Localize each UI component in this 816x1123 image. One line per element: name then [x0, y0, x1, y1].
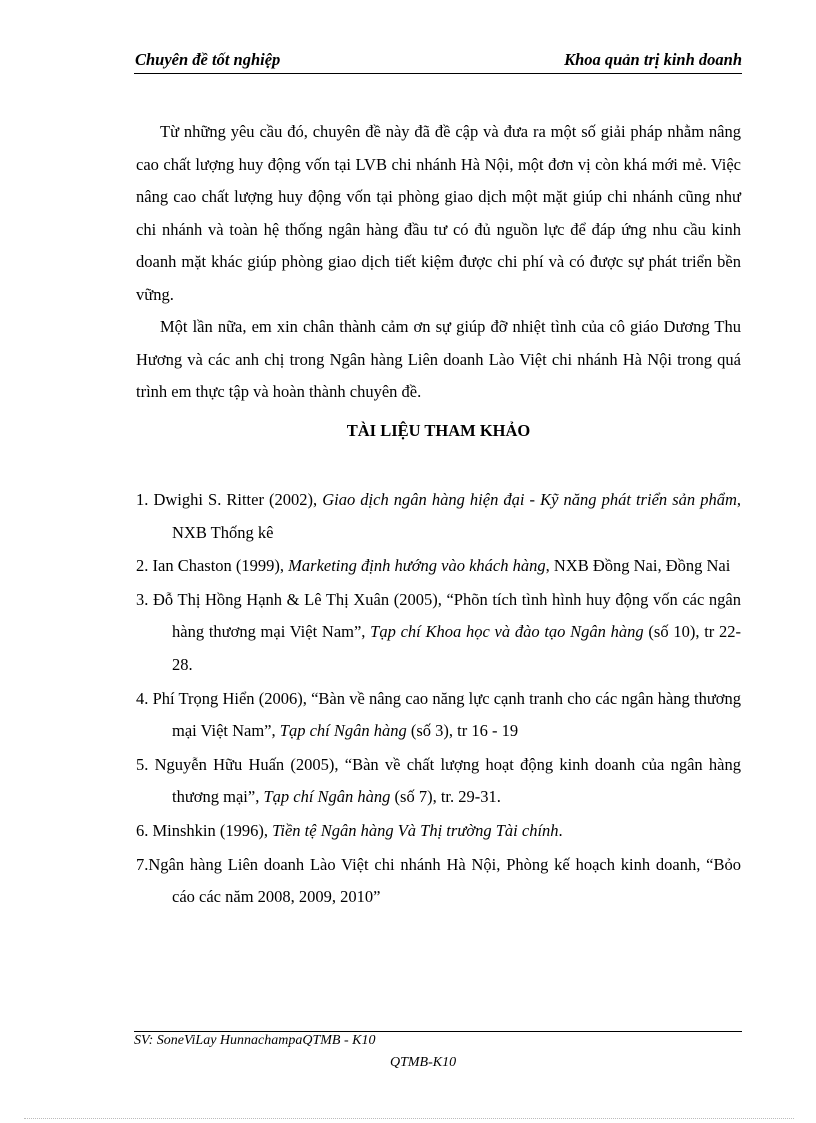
reference-item: 6. Minshkin (1996), Tiền tệ Ngân hàng Và Thị trường Tài chính.	[136, 820, 563, 840]
header-right-text: Khoa quản trị kinh doanh	[564, 50, 742, 69]
header-left-text: Chuyên đề tốt nghiệp	[135, 50, 281, 69]
header-divider	[134, 73, 742, 74]
references-list	[136, 484, 741, 915]
page-bottom-border	[24, 1118, 794, 1119]
reference-item: 5. Nguyễn Hữu Huấn (2005), “Bàn về chất lượng hoạt động kinh doanh của ngân hàng thương mại”, Tạp chí Ngân hàng (số 7), tr. 29-31.	[136, 754, 741, 807]
paragraph-1: Từ những yêu cầu đó, chuyên đề này đã đề cập và đưa ra một số giải pháp nhằm nâng cao chất lượng huy động vốn tại LVB chi nhánh Hà Nội, một đơn vị còn khá mới mẻ. Việc nâng cao chất lượng huy động vốn tại phòng giao dịch một mặt giúp chi nhánh cũng như chi nhánh và toàn hệ thống ngân hàng đầu tư có đủ nguồn lực để đáp ứng nhu cầu kinh doanh mặt khác giúp phòng giao dịch tiết kiệm được chi phí và có được sự phát triển bền vững.	[136, 122, 741, 304]
footer-student-line: SV: SoneViLay HunnachampaQTMB - K10	[134, 1033, 376, 1048]
page-header	[134, 50, 742, 72]
reference-item: 4. Phí Trọng Hiển (2006), “Bàn về nâng cao năng lực cạnh tranh cho các ngân hàng thương mại Việt Nam”, Tạp chí Ngân hàng (số 3), tr 16 - 19	[136, 688, 741, 741]
reference-item: 7.Ngân hàng Liên doanh Lào Việt chi nhánh Hà Nội, Phòng kế hoạch kinh doanh, “Bỏo cáo các năm 2008, 2009, 2010”	[136, 854, 741, 907]
reference-item: 3. Đỗ Thị Hồng Hạnh & Lê Thị Xuân (2005), “Phõn tích tình hình huy động vốn các ngân hàng thương mại Việt Nam”, Tạp chí Khoa học và đào tạo Ngân hàng (số 10), tr 22-28.	[136, 589, 742, 674]
footer-class-line: QTMB-K10	[390, 1055, 457, 1070]
references-title: TÀI LIỆU THAM KHẢO	[346, 420, 531, 440]
reference-item: 2. Ian Chaston (1999), Marketing định hướng vào khách hàng, NXB Đồng Nai, Đồng Nai	[136, 556, 731, 576]
body-text	[136, 116, 741, 447]
reference-item: 1. Dwighi S. Ritter (2002), Giao dịch ngân hàng hiện đại - Kỹ năng phát triển sản phẩm, NXB Thống kê	[136, 490, 741, 542]
paragraph-2: Một lần nữa, em xin chân thành cảm ơn sự giúp đỡ nhiệt tình của cô giáo Dương Thu Hương và các anh chị trong Ngân hàng Liên doanh Lào Việt chi nhánh Hà Nội trong quá trình em thực tập và hoàn thành chuyên đề.	[136, 317, 741, 401]
footer-divider	[134, 1031, 742, 1032]
